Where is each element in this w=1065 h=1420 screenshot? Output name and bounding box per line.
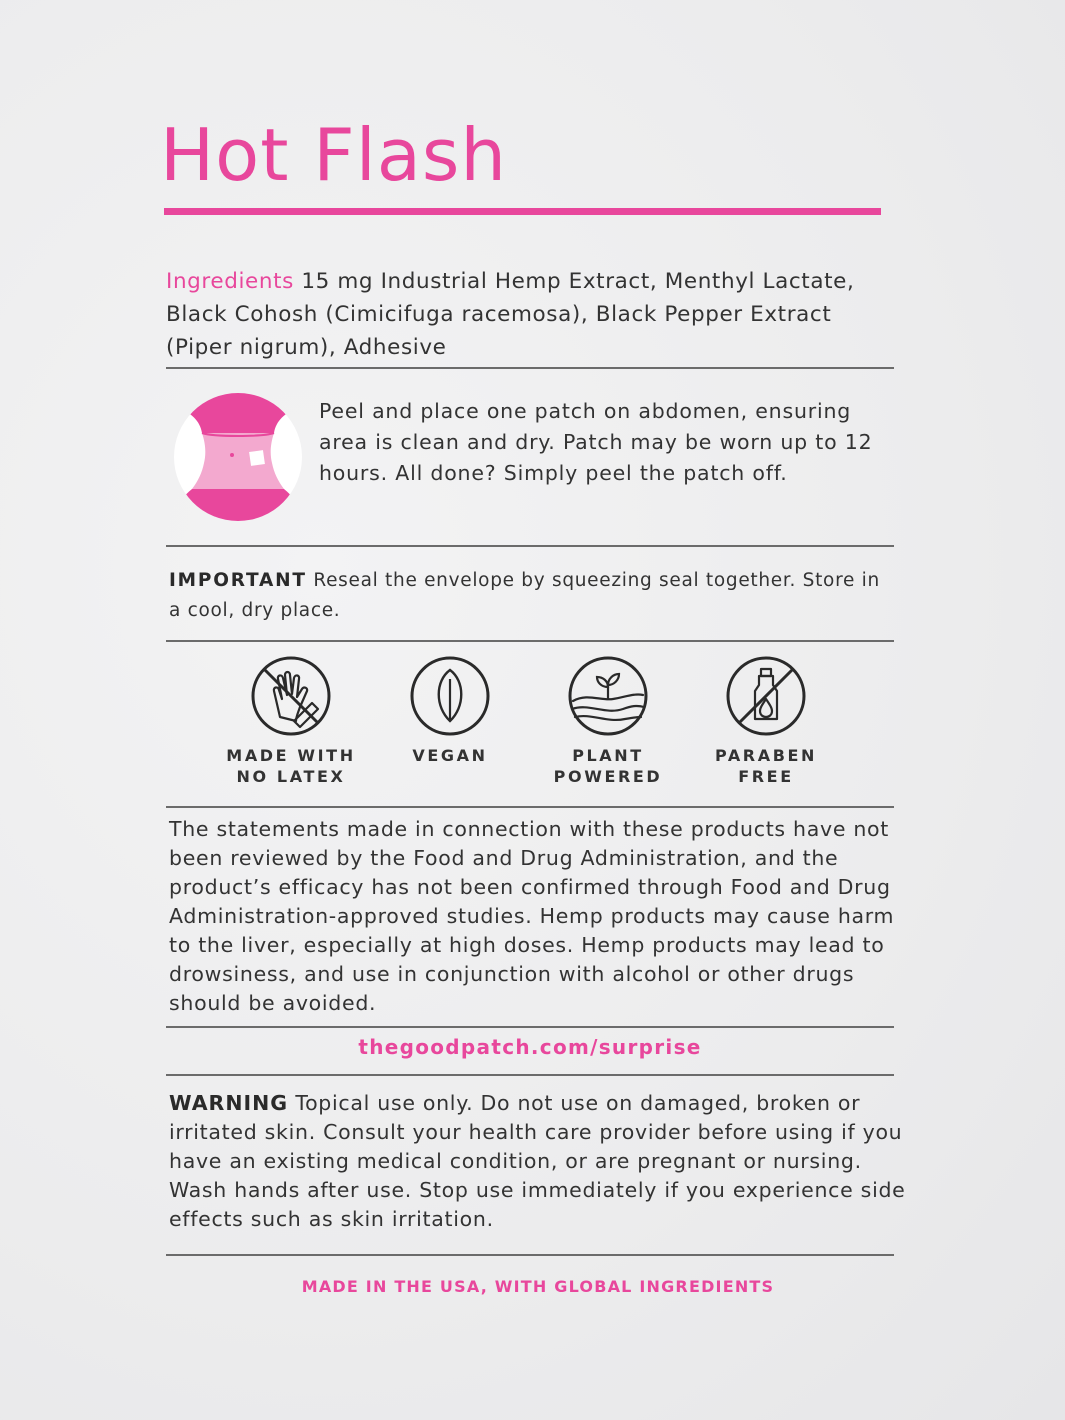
important-note	[169, 566, 889, 625]
warning-label: WARNING	[169, 1091, 289, 1115]
badge-label: PARABEN FREE	[714, 746, 818, 786]
title-underline	[164, 208, 881, 215]
usage-instructions: Peel and place one patch on abdomen, ensuring area is clean and dry. Patch may be worn up to 12 hours. All done? Simply peel the patch off.	[319, 399, 873, 485]
badge-label: PLANT POWERED	[553, 746, 663, 786]
no-paraben-bottle-icon	[725, 655, 807, 737]
badge-plant-powered	[528, 655, 688, 787]
badge-no-latex	[211, 655, 371, 787]
origin-footer: MADE IN THE USA, WITH GLOBAL INGREDIENTS	[301, 1277, 775, 1296]
divider	[166, 545, 894, 547]
divider	[166, 1254, 894, 1256]
ingredients-label: Ingredients	[166, 269, 294, 294]
divider	[166, 1074, 894, 1076]
divider	[166, 640, 894, 642]
warning-text: Topical use only. Do not use on damaged, broken or irritated skin. Consult your health care provider before using if you have an existing medical condition, or are pregnant or nursing. Wash hands after use. Stop use immediately if you experience side effects such as skin irritation.	[169, 1091, 906, 1231]
divider	[166, 367, 894, 369]
ingredients-section	[166, 265, 896, 364]
leaf-icon	[409, 655, 491, 737]
product-title: Hot Flash	[160, 113, 507, 197]
divider	[166, 1026, 894, 1028]
badge-label: VEGAN	[412, 746, 488, 765]
website-link[interactable]: thegoodpatch.com/surprise	[358, 1035, 702, 1059]
badge-paraben-free	[686, 655, 846, 787]
ingredients-text: 15 mg Industrial Hemp Extract, Menthyl Lactate, Black Cohosh (Cimicifuga racemosa), Black Pepper Extract (Piper nigrum), Adhesive	[166, 269, 855, 360]
badge-vegan	[370, 655, 530, 766]
divider	[166, 806, 894, 808]
no-latex-glove-icon	[250, 655, 332, 737]
important-text: Reseal the envelope by squeezing seal together. Store in a cool, dry place.	[169, 570, 880, 621]
important-label: IMPORTANT	[169, 570, 307, 591]
sprout-icon	[567, 655, 649, 737]
abdomen-patch-icon	[174, 393, 302, 521]
warning-section	[169, 1089, 909, 1234]
fda-disclaimer: The statements made in connection with these products have not been reviewed by the Food and Drug Administration, and the product’s efficacy has not been confirmed through Food and Drug Administration-approved studies. Hemp products may cause harm to the liver, especially at high doses. Hemp products may lead to drowsiness, and use in conjunction with alcohol or other drugs should be avoided.	[169, 817, 895, 1015]
badge-label: MADE WITH NO LATEX	[226, 746, 356, 786]
